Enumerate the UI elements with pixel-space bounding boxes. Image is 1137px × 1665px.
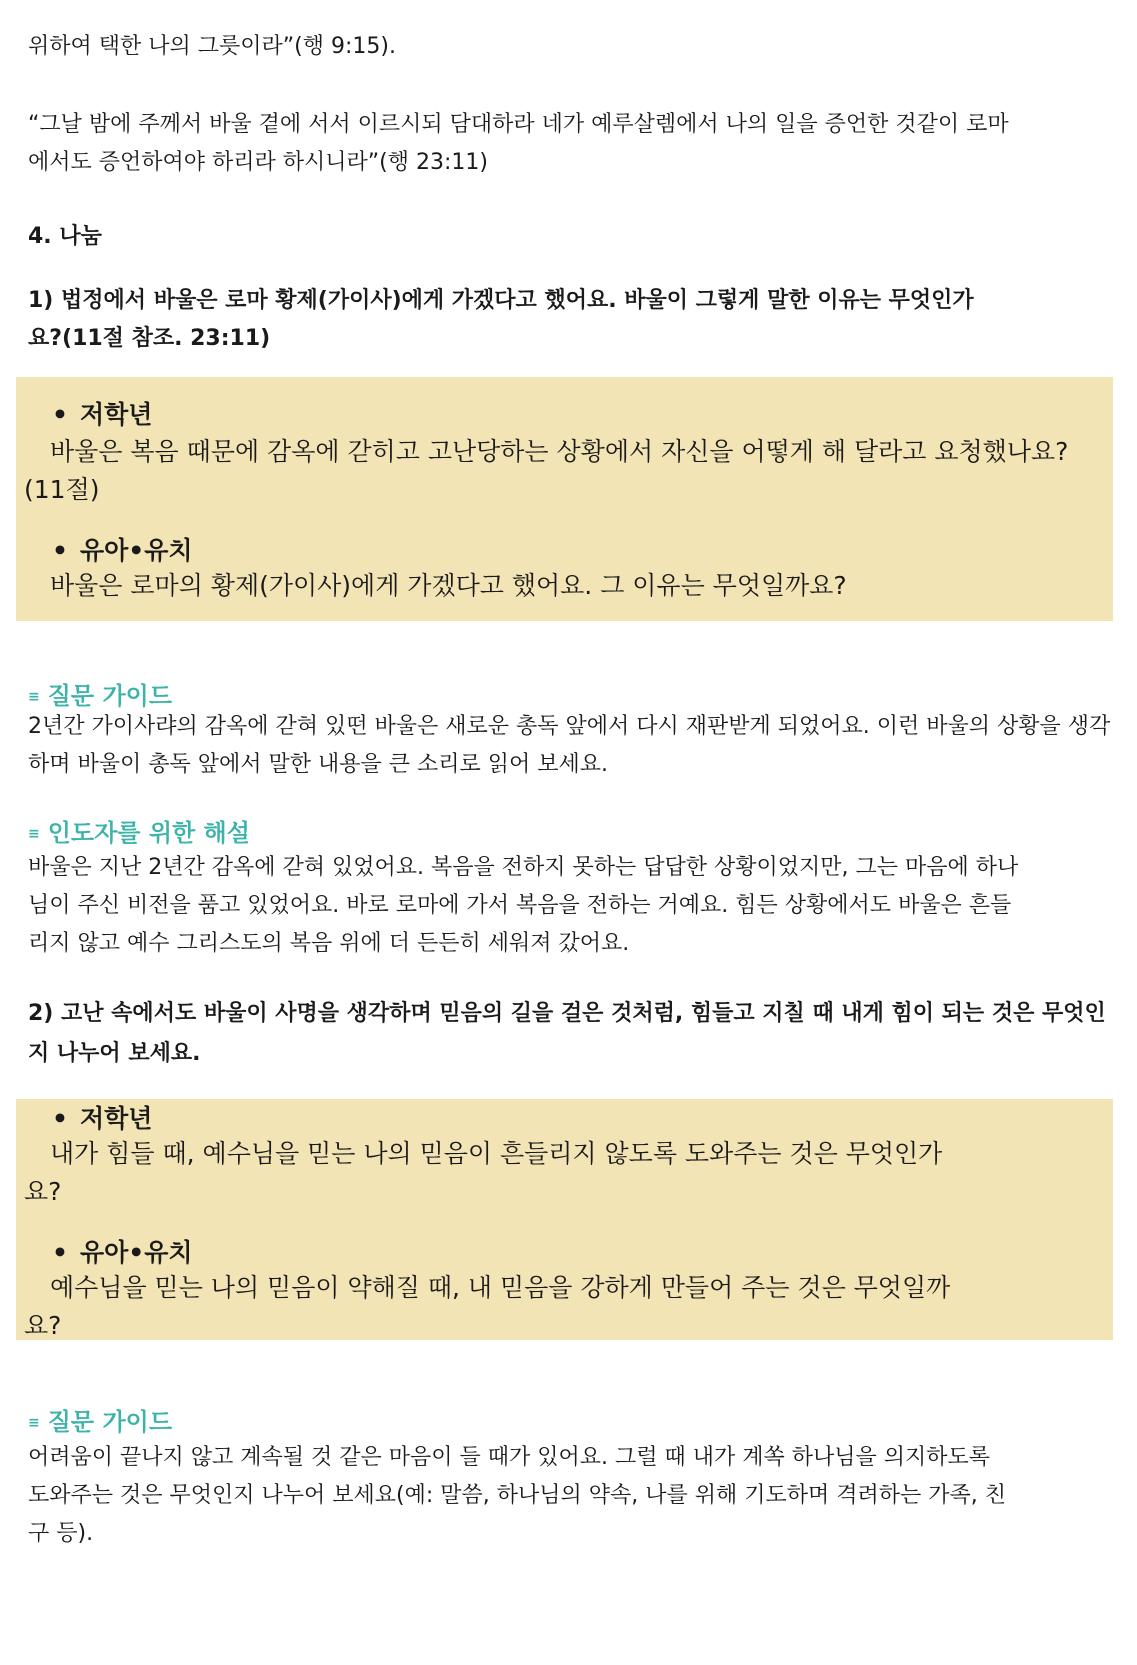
question-2-age-box (16, 1099, 1113, 1340)
question-1: 1) 법정에서 바울은 로마 황제(가이사)에게 가겠다고 했어요. 바울이 그렇게 말한 이유는 무엇인가요?(11절 참조. 23:11) (28, 288, 974, 351)
commentary-title: 인도자를 위한 해설 (47, 819, 250, 847)
question-guide-text: 어려움이 끝나지 않고 계속될 것 같은 마음이 들 때가 있어요. 그럴 때 내가 계쏙 하나님을 의지하도록 도와주는 것은 무엇인지 나누어 보세요(예: 말씀, 하나님의 약속, 나를 위해 기도하며 격려하는 가족, 친구 등). (28, 1445, 1006, 1546)
kids-heading (52, 1235, 193, 1271)
intro-quote: “그날 밤에 주께서 바울 곁에 서서 이르시되 담대하라 네가 예루살렘에서 나의 일을 증언한 것같이 로마에서도 증언하여야 하리라 하시니라”(행 23:11) (28, 112, 1009, 175)
question-2: 2) 고난 속에서도 바울이 사명을 생각하며 믿음의 길을 걸은 것처럼, 힘들고 지칠 때 내게 힘이 되는 것은 무엇인지 나누어 보세요. (28, 1001, 1106, 1066)
elementary-text: 바울은 복음 때문에 감옥에 갇히고 고난당하는 상황에서 자신을 어떻게 해 달라고 요청했나요?(11절) (24, 437, 1069, 504)
bullet-icon: • (52, 1104, 68, 1133)
commentary-text: 바울은 지난 2년간 감옥에 갇혀 있었어요. 복음을 전하지 못하는 답답한 상황이었지만, 그는 마음에 하나님이 주신 비전을 품고 있었어요. 바로 로마에 가서 복음을 전하는 거예요. 힘든 상황에서도 바울은 흔들리지 않고 예수 그리스도의 복음 위에 더 든든히 세워져 갔어요. (28, 855, 1019, 956)
question-guide-text: 2년간 가이사랴의 감옥에 갇혀 있떤 바울은 새로운 총독 앞에서 다시 재판받게 되었어요. 이런 바울의 상황을 생각하며 바울이 총독 앞에서 말한 내용을 큰 소리로 읽어 보세요. (28, 714, 1111, 777)
kids-heading (52, 533, 193, 569)
commentary-heading (28, 817, 250, 850)
bullet-icon: • (52, 400, 68, 429)
kids-text: 바울은 로마의 황제(가이사)에게 가겠다고 했어요. 그 이유는 무엇일까요? (50, 571, 847, 600)
list-mark-icon: ≡ (28, 1415, 40, 1431)
elementary-heading (52, 397, 152, 433)
section-heading: 4. 나눔 (28, 224, 102, 249)
intro-line: 위하여 택한 나의 그릇이라”(행 9:15). (28, 34, 396, 59)
kids-text: 예수님을 믿는 나의 믿음이 약해질 때, 내 믿음을 강하게 만들어 주는 것은 무엇일까요? (24, 1273, 951, 1340)
elementary-heading (52, 1101, 152, 1137)
kids-title: 유아•유치 (79, 536, 193, 565)
elementary-title: 저학년 (79, 1104, 153, 1133)
list-mark-icon: ≡ (28, 826, 40, 842)
question-1-age-box (16, 377, 1113, 621)
elementary-title: 저학년 (79, 400, 153, 429)
question-guide-heading (28, 1406, 172, 1439)
elementary-text: 내가 힘들 때, 예수님을 믿는 나의 믿음이 흔들리지 않도록 도와주는 것은 무엇인가요? (24, 1139, 943, 1206)
question-guide-title: 질문 가이드 (47, 1408, 173, 1436)
list-mark-icon: ≡ (28, 689, 40, 705)
question-guide-title: 질문 가이드 (47, 682, 173, 710)
bullet-icon: • (52, 1238, 68, 1267)
bullet-icon: • (52, 536, 68, 565)
kids-title: 유아•유치 (79, 1238, 193, 1267)
